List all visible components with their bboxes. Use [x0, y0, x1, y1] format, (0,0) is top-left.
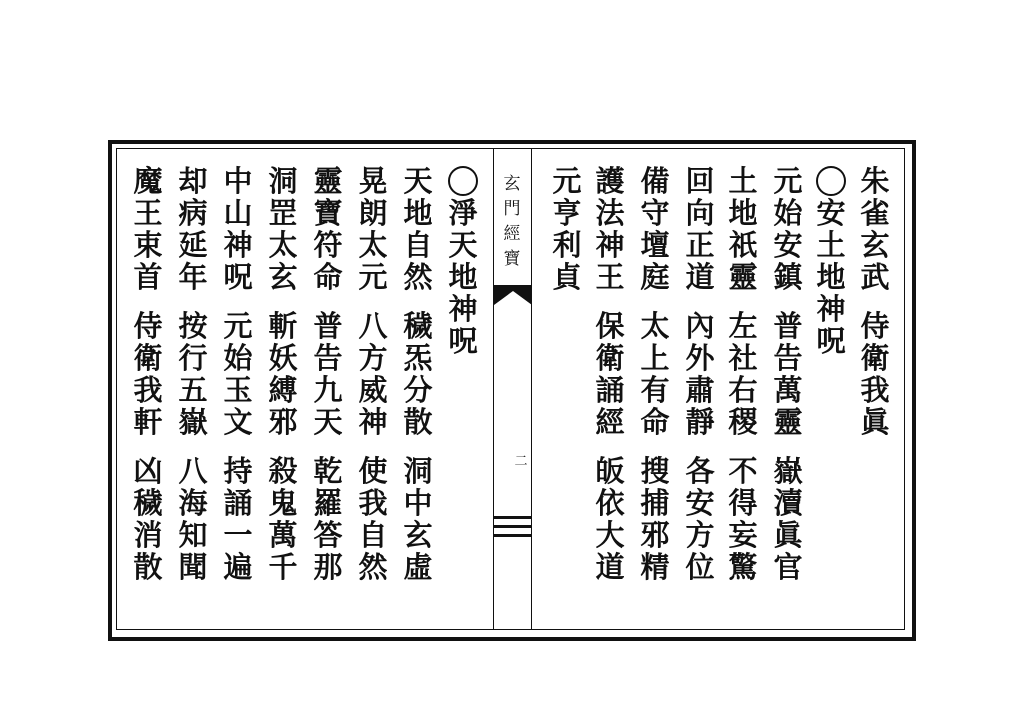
left_page-character: 年: [178, 260, 208, 294]
right_page-character: 靜: [685, 405, 715, 439]
right_page-character: 社: [728, 341, 758, 375]
right_page-character: 土: [728, 164, 758, 198]
left_page-character: 自: [403, 228, 433, 262]
right_page-character: 位: [685, 550, 715, 584]
right_page-character: 萬: [773, 373, 803, 407]
left_page-character: 太: [268, 228, 298, 262]
right_page-character: 不: [728, 454, 758, 488]
left_page-character: 王: [133, 196, 163, 230]
right_page-character: 捕: [640, 486, 670, 520]
left_page-column-segment: [175, 310, 211, 438]
right_page-character: 左: [728, 309, 758, 343]
left_page-character: 延: [178, 228, 208, 262]
left_page-character: 遍: [223, 550, 253, 584]
left_page-character: 天: [403, 164, 433, 198]
left_page-character: 萬: [268, 518, 298, 552]
left_page-character: 却: [178, 164, 208, 198]
left_page-character: 始: [223, 341, 253, 375]
right_page-character: 朱: [860, 164, 890, 198]
right_page-character: 雀: [860, 196, 890, 230]
left_page-character: 一: [223, 518, 253, 552]
left_page-character: 神: [448, 292, 478, 326]
left_page-character: 穢: [403, 309, 433, 343]
left_page-character: 軒: [133, 405, 163, 439]
right_page-character: 得: [728, 486, 758, 520]
right_page-character: 衛: [595, 341, 625, 375]
left_page-character: 普: [313, 309, 343, 343]
right_page-character: 官: [773, 550, 803, 584]
right_page-character: 武: [860, 260, 890, 294]
right_page-character: 貞: [552, 260, 582, 294]
right_page-character: 元: [773, 164, 803, 198]
right_page-character: 眞: [860, 405, 890, 439]
right_page-character: 土: [816, 228, 846, 262]
right_page-character: 精: [640, 550, 670, 584]
left_page-column-segment: [265, 455, 301, 583]
left_page-character: 散: [403, 405, 433, 439]
right_page-character: 右: [728, 373, 758, 407]
right_page-character: 護: [595, 164, 625, 198]
left_page-character: 呪: [223, 260, 253, 294]
left_page-character: 凶: [133, 454, 163, 488]
left_page-character: 持: [223, 454, 253, 488]
left_page-column-segment: [265, 310, 301, 438]
left_page-character: 散: [133, 550, 163, 584]
left_page-column-segment: [265, 165, 301, 293]
right_page-column-segment: [725, 310, 761, 438]
left_page-character: 那: [313, 550, 343, 584]
left_page-character: 分: [403, 373, 433, 407]
right_page-character: 呪: [816, 324, 846, 358]
left_page-character: 洞: [403, 454, 433, 488]
right_page-character: 皈: [595, 454, 625, 488]
right_page-character: 驚: [728, 550, 758, 584]
left_page-character: 文: [223, 405, 253, 439]
left_page-character: 神: [358, 405, 388, 439]
right_page-character: 神: [595, 228, 625, 262]
left_page-column-segment: [445, 165, 481, 357]
right_page-column-segment: [592, 455, 628, 583]
left_page-character: 中: [223, 164, 253, 198]
circle-icon: [448, 166, 478, 196]
right_page-character: 王: [595, 260, 625, 294]
left_page-character: 穢: [133, 486, 163, 520]
right_page-character: 利: [552, 228, 582, 262]
left_page-character: 山: [223, 196, 253, 230]
right_page-character: 外: [685, 341, 715, 375]
left_page-character: 衛: [133, 341, 163, 375]
left_page-character: 消: [133, 518, 163, 552]
left_page-character: 知: [178, 518, 208, 552]
left_page-character: 神: [223, 228, 253, 262]
right_page-character: 正: [685, 228, 715, 262]
left_page-character: 使: [358, 454, 388, 488]
right_page-character: 庭: [640, 260, 670, 294]
triple-bar-mark-icon: [494, 516, 532, 540]
right_page-character: 稷: [728, 405, 758, 439]
left_page-character: 自: [358, 518, 388, 552]
right_page-character: 衛: [860, 341, 890, 375]
right_page-character: 備: [640, 164, 670, 198]
left_page-character: 靈: [313, 164, 343, 198]
left_page-column-segment: [310, 310, 346, 438]
heart-title: [500, 172, 524, 272]
left_page-character: 告: [313, 341, 343, 375]
left_page-character: 玉: [223, 373, 253, 407]
left_page-column-segment: [310, 455, 346, 583]
heart-title-char: 門: [503, 199, 521, 219]
right_page-column-segment: [725, 165, 761, 293]
left_page-character: 妖: [268, 341, 298, 375]
right_page-character: 太: [640, 309, 670, 343]
right_page-character: 妄: [728, 518, 758, 552]
right_page-character: 元: [552, 164, 582, 198]
right_page-character: 地: [728, 196, 758, 230]
left_page-character: 八: [178, 454, 208, 488]
right_page-column-segment: [770, 455, 806, 583]
left_page-character: 羅: [313, 486, 343, 520]
left_page-column-segment: [355, 165, 391, 293]
right_page-column-segment: [549, 165, 585, 293]
left_page-character: 行: [178, 341, 208, 375]
left_page-character: 玄: [403, 518, 433, 552]
left_page-column-segment: [310, 165, 346, 293]
right_page-character: 守: [640, 196, 670, 230]
heart-title-char: 玄: [503, 174, 521, 194]
right_page-column-segment: [682, 455, 718, 583]
right_page-character: 依: [595, 486, 625, 520]
left_page-character: 朗: [358, 196, 388, 230]
right_page-character: 靈: [773, 405, 803, 439]
right_page-column-segment: [770, 165, 806, 293]
left_page-column-segment: [400, 455, 436, 583]
left_page-column-segment: [175, 165, 211, 293]
right_page-column-segment: [725, 455, 761, 583]
left_page-character: 炁: [403, 341, 433, 375]
right_page-character: 亨: [552, 196, 582, 230]
fish-tail-mark-icon: [494, 285, 532, 313]
right_page-character: 上: [640, 341, 670, 375]
right_page-character: 誦: [595, 373, 625, 407]
right_page-character: 法: [595, 196, 625, 230]
left_page-character: 束: [133, 228, 163, 262]
right_page-column-segment: [770, 310, 806, 438]
right_page-column-segment: [857, 165, 893, 293]
left_page-character: 然: [403, 260, 433, 294]
left_page-character: 元: [358, 260, 388, 294]
left_page-character: 洞: [268, 164, 298, 198]
right_page-character: 內: [685, 309, 715, 343]
right_page-character: 安: [773, 228, 803, 262]
left_page-character: 海: [178, 486, 208, 520]
page-number: 二: [514, 454, 528, 469]
right_page-character: 大: [595, 518, 625, 552]
left_page-character: 病: [178, 196, 208, 230]
right_page-character: 始: [773, 196, 803, 230]
left_page-character: 五: [178, 373, 208, 407]
left_page-character: 九: [313, 373, 343, 407]
left_page-character: 魔: [133, 164, 163, 198]
right_page-column-segment: [592, 165, 628, 293]
left_page-character: 威: [358, 373, 388, 407]
right_page-character: 鎮: [773, 260, 803, 294]
left_page-character: 元: [223, 309, 253, 343]
left_page-character: 千: [268, 550, 298, 584]
right_page-character: 回: [685, 164, 715, 198]
left_page-column-segment: [355, 455, 391, 583]
left_page-character: 虛: [403, 550, 433, 584]
left_page-column-segment: [220, 310, 256, 438]
right_page-character: 安: [816, 196, 846, 230]
right_page-character: 有: [640, 373, 670, 407]
right_page-character: 地: [816, 260, 846, 294]
right_page-character: 神: [816, 292, 846, 326]
right_page-column-segment: [682, 165, 718, 293]
left_page-character: 鬼: [268, 486, 298, 520]
right_page-column-segment: [592, 310, 628, 438]
right_page-character: 祇: [728, 228, 758, 262]
left_page-character: 玄: [268, 260, 298, 294]
right_page-character: 道: [595, 550, 625, 584]
left_page-character: 侍: [133, 309, 163, 343]
left_page-character: 邪: [268, 405, 298, 439]
right_page-character: 嶽: [773, 454, 803, 488]
right_page-character: 保: [595, 309, 625, 343]
left_page-character: 按: [178, 309, 208, 343]
left_page-character: 嶽: [178, 405, 208, 439]
center-fold-rule-left: [493, 148, 494, 630]
left_page-character: 斬: [268, 309, 298, 343]
left_page-character: 呪: [448, 324, 478, 358]
right_page-character: 各: [685, 454, 715, 488]
left_page-character: 命: [313, 260, 343, 294]
right_page-character: 玄: [860, 228, 890, 262]
left_page-column-segment: [400, 310, 436, 438]
circle-icon: [816, 166, 846, 196]
left_page-character: 我: [133, 373, 163, 407]
left_page-character: 八: [358, 309, 388, 343]
right_page-character: 命: [640, 405, 670, 439]
right_page-character: 安: [685, 486, 715, 520]
right_page-character: 肅: [685, 373, 715, 407]
heart-title-char: 寶: [503, 249, 521, 269]
left_page-column-segment: [175, 455, 211, 583]
right_page-column-segment: [857, 310, 893, 438]
right_page-column-segment: [682, 310, 718, 438]
right_page-character: 邪: [640, 518, 670, 552]
right_page-character: 普: [773, 309, 803, 343]
left_page-character: 寶: [313, 196, 343, 230]
left_page-character: 中: [403, 486, 433, 520]
left_page-character: 符: [313, 228, 343, 262]
right_page-column-segment: [637, 165, 673, 293]
left_page-character: 天: [448, 228, 478, 262]
left_page-character: 然: [358, 550, 388, 584]
left_page-character: 罡: [268, 196, 298, 230]
left_page-character: 答: [313, 518, 343, 552]
right_page-character: 向: [685, 196, 715, 230]
right_page-character: 方: [685, 518, 715, 552]
left_page-column-segment: [130, 310, 166, 438]
right_page-character: 道: [685, 260, 715, 294]
section-circle-mark: [813, 165, 849, 197]
left_page-character: 地: [448, 260, 478, 294]
left_page-column-segment: [220, 455, 256, 583]
left_page-character: 殺: [268, 454, 298, 488]
left_page-character: 聞: [178, 550, 208, 584]
left_page-column-segment: [355, 310, 391, 438]
left_page-character: 縛: [268, 373, 298, 407]
left_page-column-segment: [400, 165, 436, 293]
left_page-character: 我: [358, 486, 388, 520]
left_page-character: 地: [403, 196, 433, 230]
left_page-character: 方: [358, 341, 388, 375]
right_page-character: 眞: [773, 518, 803, 552]
section-circle-mark: [445, 165, 481, 197]
right_page-column-segment: [637, 455, 673, 583]
right_page-character: 搜: [640, 454, 670, 488]
right_page-character: 經: [595, 405, 625, 439]
right_page-column-segment: [637, 310, 673, 438]
right_page-character: 瀆: [773, 486, 803, 520]
left_page-column-segment: [130, 165, 166, 293]
left_page-character: 晃: [358, 164, 388, 198]
left_page-character: 誦: [223, 486, 253, 520]
right_page-character: 侍: [860, 309, 890, 343]
left_page-column-segment: [220, 165, 256, 293]
heart-title-char: 經: [503, 224, 521, 244]
left_page-character: 淨: [448, 196, 478, 230]
left_page-character: 天: [313, 405, 343, 439]
right_page-character: 告: [773, 341, 803, 375]
right_page-column-segment: [813, 165, 849, 357]
center-fold-rule-right: [531, 148, 532, 630]
left_page-character: 首: [133, 260, 163, 294]
left_page-character: 太: [358, 228, 388, 262]
left_page-character: 乾: [313, 454, 343, 488]
left_page-column-segment: [130, 455, 166, 583]
right_page-character: 壇: [640, 228, 670, 262]
right_page-character: 靈: [728, 260, 758, 294]
right_page-character: 我: [860, 373, 890, 407]
